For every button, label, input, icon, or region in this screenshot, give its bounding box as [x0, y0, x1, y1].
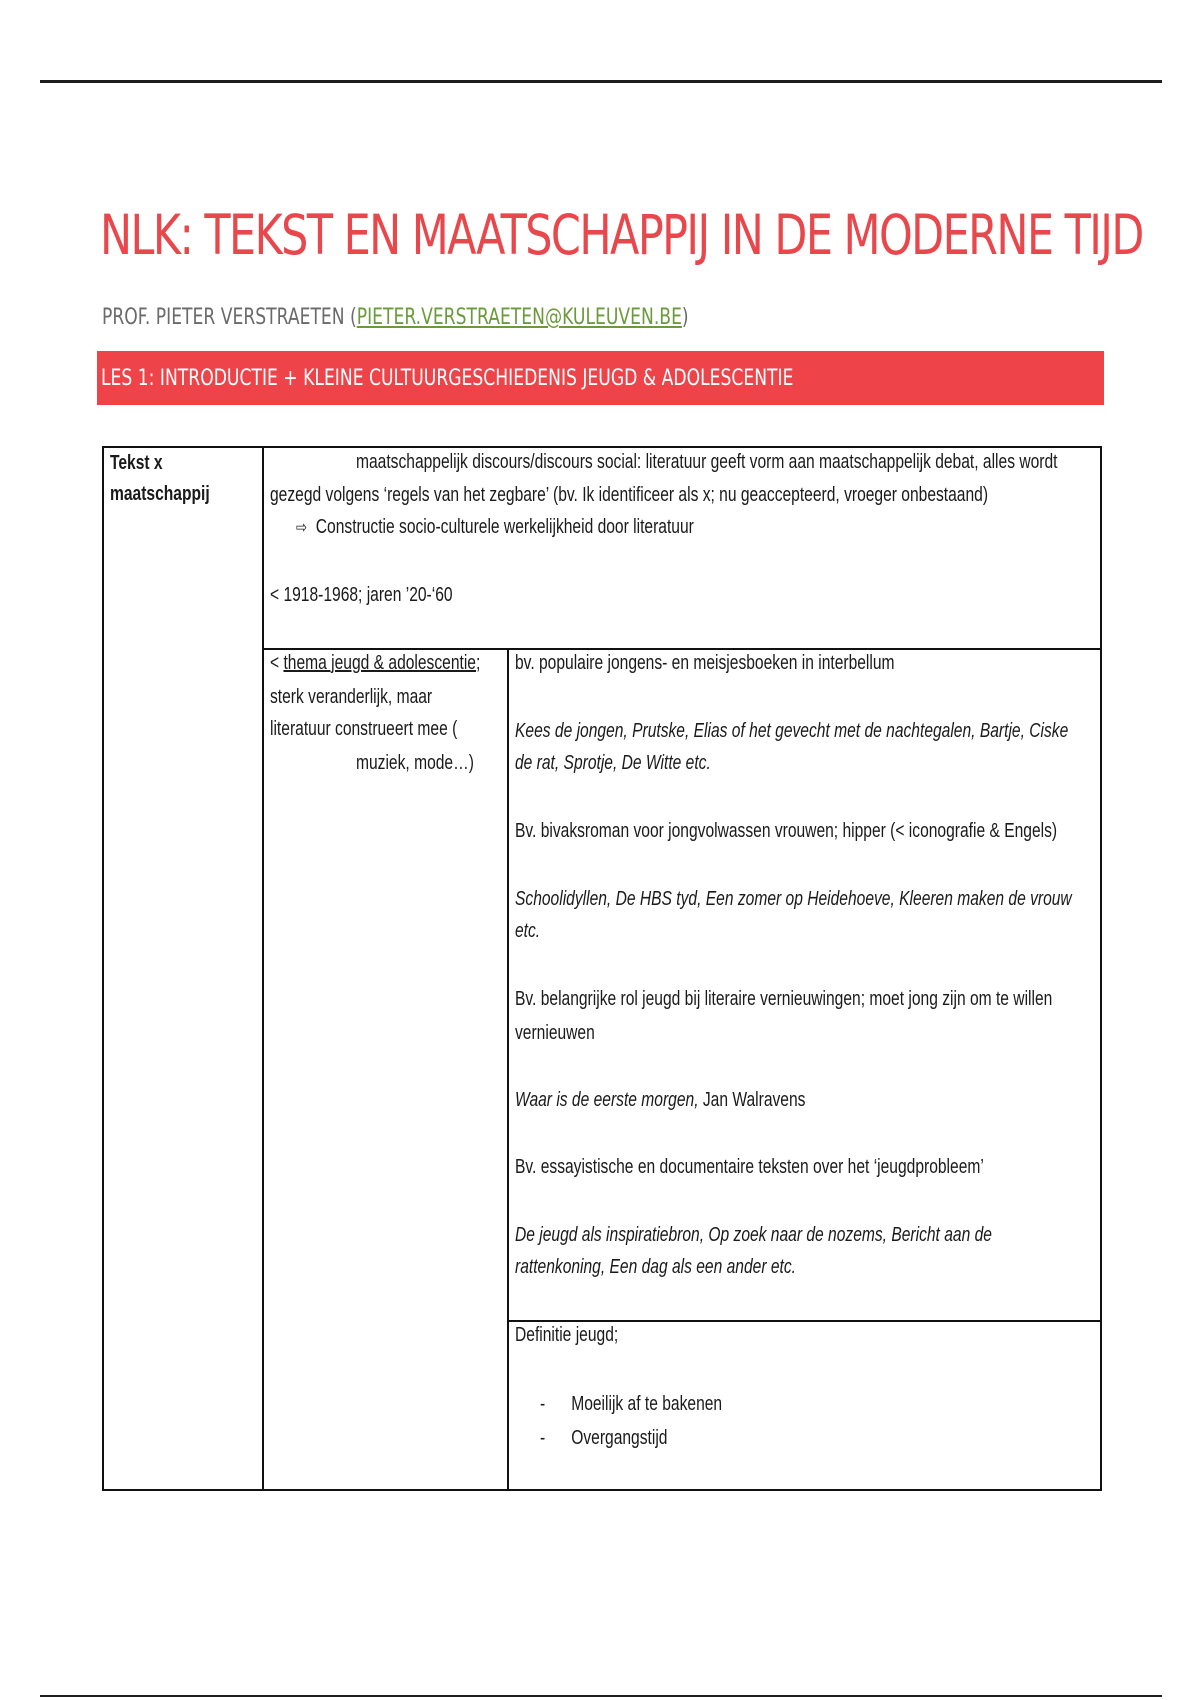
author-email-link[interactable]: PIETER.VERSTRAETEN@KULEUVEN.BE — [356, 305, 682, 330]
author-name: PROF. PIETER VERSTRAETEN ( — [102, 305, 357, 330]
example-line: Kees de jongen, Prutske, Elias of het gevecht met de nachtegalen, Bartje, Ciske — [515, 720, 1069, 742]
row-header-line2: maatschappij — [110, 483, 210, 505]
author-line — [102, 305, 689, 330]
example-line: Bv. essayistische en documentaire teksten over het ‘jeugdprobleem’ — [515, 1156, 984, 1178]
intro-line2: gezegd volgens ‘regels van het zegbare’ (bv. Ik identificeer als x; nu geaccepteerd, vroeger onbestaand) — [270, 484, 989, 506]
section-header-bar — [97, 351, 1104, 405]
example-normal-part: Jan Walravens — [698, 1089, 806, 1111]
definition-heading: Definitie jeugd; — [515, 1324, 619, 1346]
document-title: NLK: TEKST EN MAATSCHAPPIJ IN DE MODERNE TIJD — [100, 203, 1143, 267]
example-line: bv. populaire jongens- en meisjesboeken in interbellum — [515, 652, 895, 674]
table-column-divider-1 — [262, 446, 264, 1491]
definition-item-text: Moeilijk af te bakenen — [571, 1393, 723, 1415]
definition-item-text: Overgangstijd — [571, 1427, 668, 1449]
theme-line4: muziek, mode…) — [356, 752, 474, 774]
example-line: Bv. belangrijke rol jeugd bij literaire vernieuwingen; moet jong zijn om te willen — [515, 988, 1053, 1010]
example-line: Bv. bivaksroman voor jongvolwassen vrouwen; hipper (< iconografie & Engels) — [515, 820, 1058, 842]
example-line: Schoolidyllen, De HBS tyd, Een zomer op Heidehoeve, Kleeren maken de vrouw — [515, 888, 1072, 910]
section-title: LES 1: INTRODUCTIE + KLEINE CULTUURGESCHIEDENIS JEUGD & ADOLESCENTIE — [101, 366, 794, 391]
table-border-left — [102, 446, 104, 1491]
example-line: vernieuwen — [515, 1022, 595, 1044]
theme-suffix: ; — [475, 652, 481, 674]
intro-arrow-line — [296, 512, 694, 544]
table-border-right — [1100, 446, 1102, 1491]
author-suffix: ) — [681, 305, 689, 330]
arrow-right-icon: ⇨ — [296, 518, 308, 538]
theme-line3: literatuur construeert mee ( — [270, 718, 458, 740]
example-line: De jeugd als inspiratiebron, Op zoek naar de nozems, Bericht aan de — [515, 1224, 992, 1246]
example-line: etc. — [515, 920, 541, 942]
row-header-line1: Tekst x — [110, 452, 163, 474]
theme-line1 — [270, 648, 480, 679]
definition-item — [540, 1389, 722, 1420]
intro-period: < 1918-1968; jaren ’20-‘60 — [270, 584, 453, 606]
top-rule — [40, 80, 1162, 83]
example-line — [515, 1085, 805, 1116]
bullet-dash: - — [540, 1393, 546, 1415]
definition-item — [540, 1423, 667, 1454]
example-line: de rat, Sprotje, De Witte etc. — [515, 752, 711, 774]
theme-prefix: < — [270, 652, 284, 674]
example-line: rattenkoning, Een dag als een ander etc. — [515, 1256, 797, 1278]
theme-underlined: thema jeugd & adolescentie — [283, 652, 476, 674]
bottom-rule — [40, 1695, 1162, 1697]
intro-arrow-text: Constructie socio-culturele werkelijkheid door literatuur — [315, 516, 694, 538]
table-column-divider-2 — [507, 648, 509, 1491]
bullet-dash: - — [540, 1427, 546, 1449]
table-border-bottom — [102, 1489, 1102, 1491]
example-italic-part: Waar is de eerste morgen, — [515, 1089, 699, 1111]
intro-line1: maatschappelijk discours/discours social: literatuur geeft vorm aan maatschappelijk debat, alles wordt — [356, 451, 1058, 473]
theme-line2: sterk veranderlijk, maar — [270, 686, 433, 708]
